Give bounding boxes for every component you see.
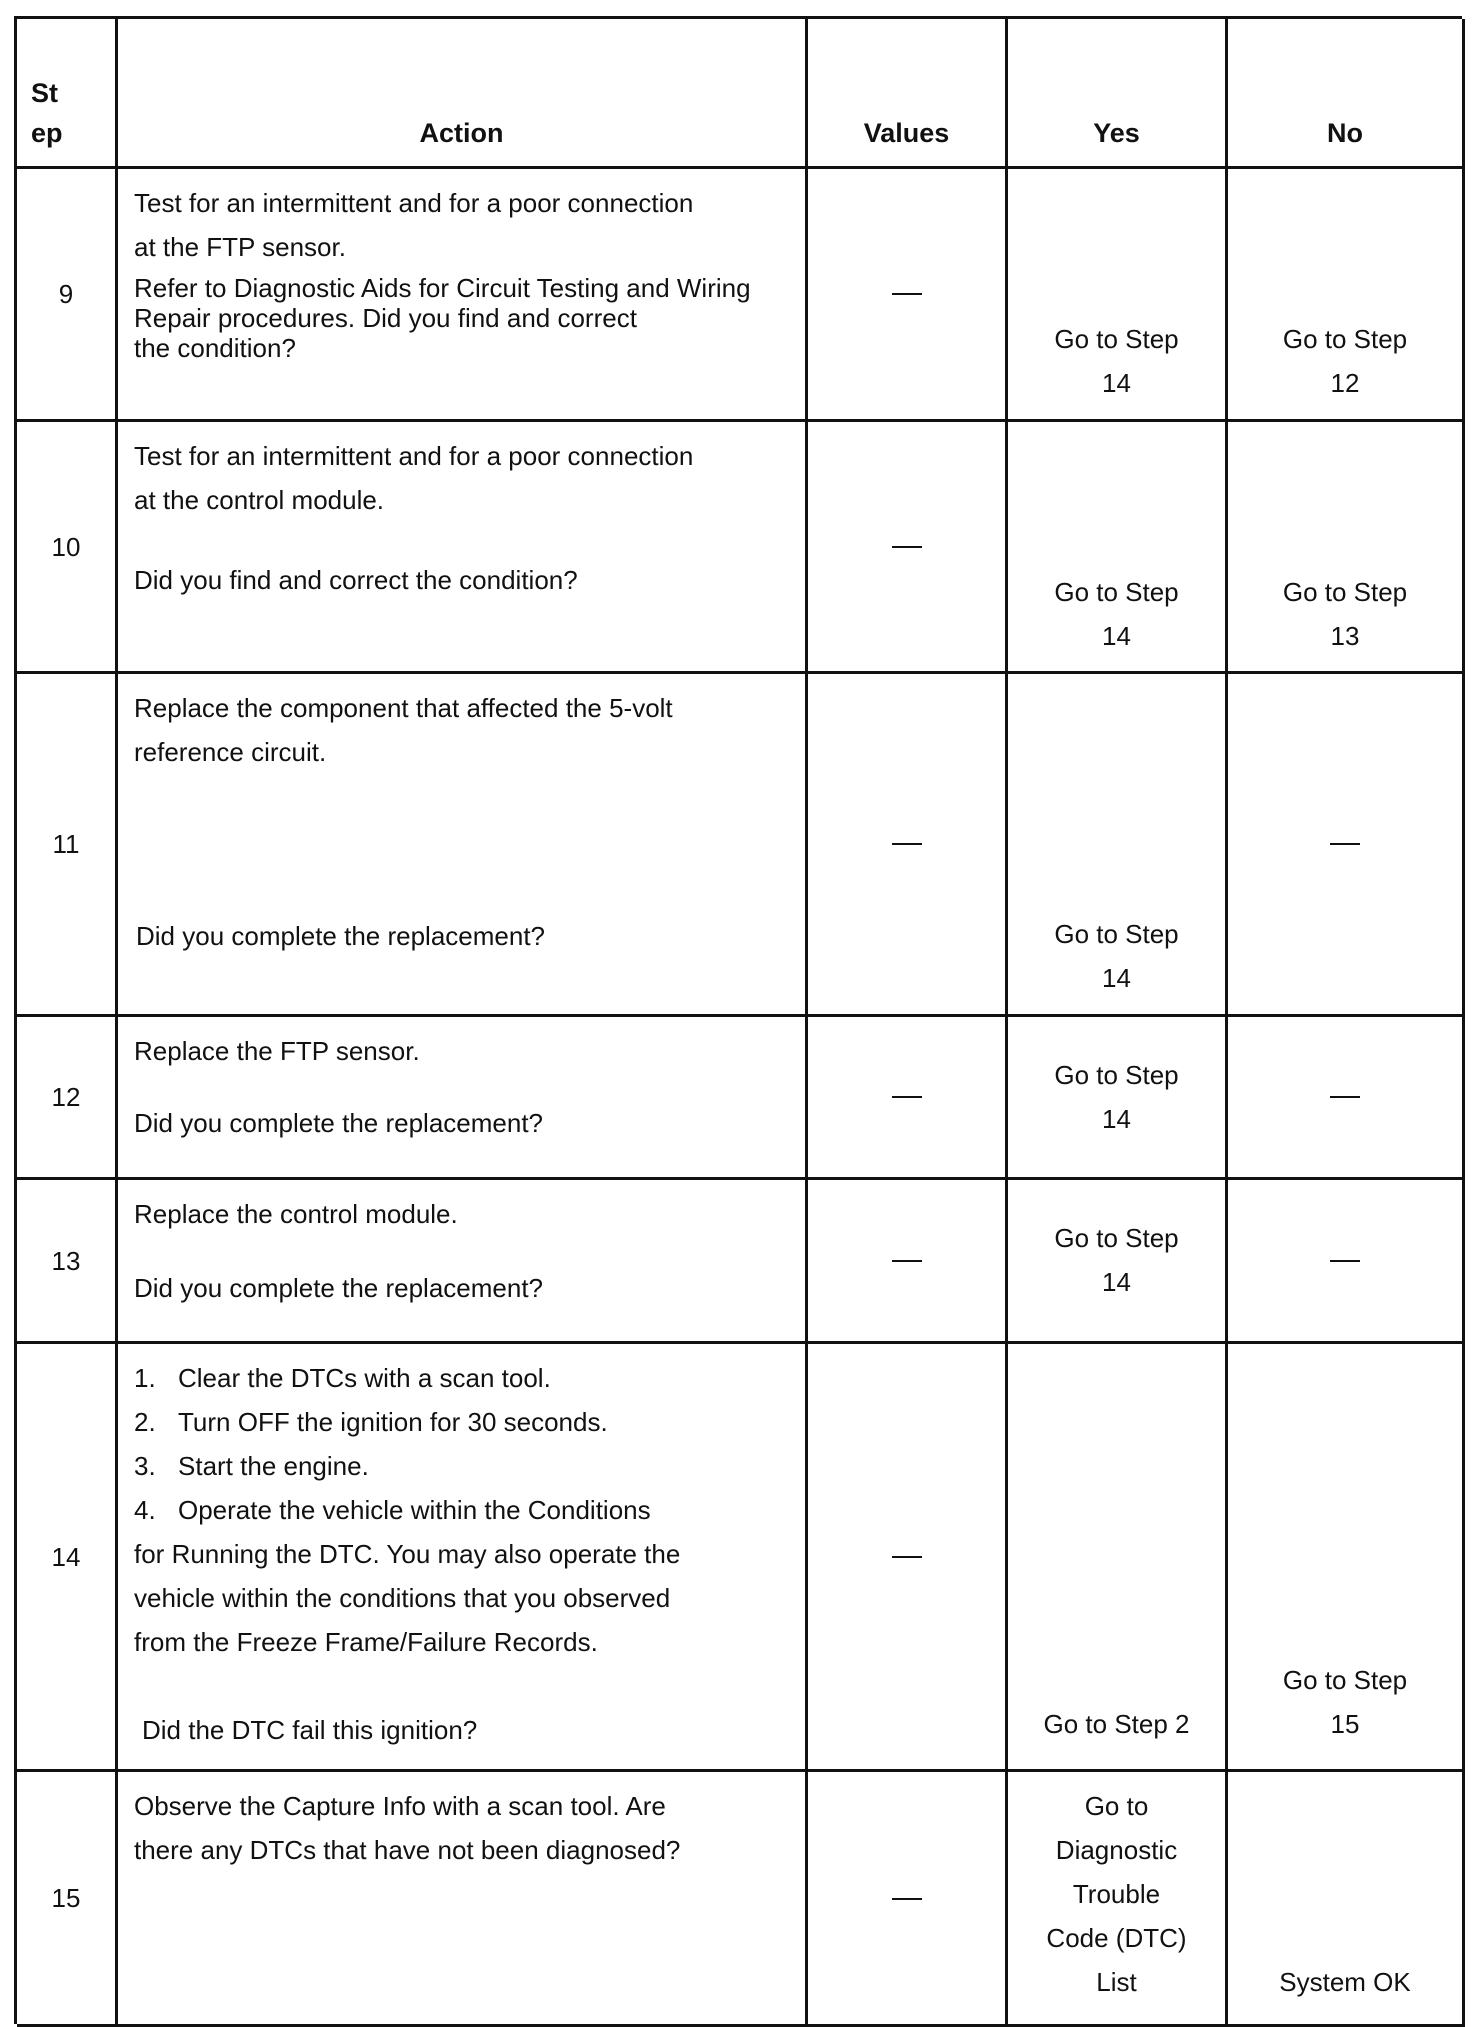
- values-cell: [808, 1772, 1008, 2027]
- action-line: for Running the DTC. You may also operate the: [134, 1539, 681, 1569]
- values-cell: [808, 1344, 1008, 1772]
- no-line: 15: [1330, 1709, 1360, 1739]
- list-text: Start the engine.: [178, 1451, 369, 1481]
- list-item: [134, 1400, 791, 1444]
- header-action: Action: [118, 19, 808, 169]
- yes-cell: [1008, 1180, 1228, 1344]
- list-text: Turn OFF the ignition for 30 seconds.: [178, 1407, 608, 1437]
- no-answer[interactable]: System OK: [1279, 1967, 1411, 1997]
- yes-answer[interactable]: [1008, 1053, 1225, 1141]
- table-grid: [14, 16, 1462, 2024]
- yes-cell: [1008, 1017, 1228, 1180]
- no-line: Go to Step: [1282, 577, 1408, 607]
- no-cell: [1228, 1772, 1465, 2027]
- action-cell: [118, 674, 808, 1017]
- dash-mark: [892, 293, 922, 295]
- header-values: Values: [808, 19, 1008, 169]
- action-line: at the FTP sensor.: [134, 232, 346, 262]
- yes-line: Diagnostic: [1055, 1835, 1178, 1865]
- dash-mark: [892, 546, 922, 548]
- dash-mark: [892, 1260, 922, 1262]
- header-step-line2: ep: [31, 118, 63, 148]
- yes-line: Go to: [1084, 1791, 1149, 1821]
- step-number: 13: [17, 1180, 118, 1344]
- yes-cell: [1008, 169, 1228, 422]
- step-number: 10: [17, 422, 118, 674]
- no-cell: [1228, 422, 1465, 674]
- action-line: Did the DTC fail this ignition?: [142, 1715, 478, 1745]
- action-cell: [118, 1180, 808, 1344]
- list-item: [134, 1444, 791, 1488]
- action-line: reference circuit.: [134, 737, 327, 767]
- list-item: [134, 1488, 791, 1532]
- list-number: 4.: [134, 1495, 156, 1525]
- yes-cell: [1008, 1772, 1228, 2027]
- action-line: Replace the component that affected the 5-volt: [134, 693, 673, 723]
- no-line: 12: [1330, 368, 1360, 398]
- header-step-line1: St: [31, 78, 58, 108]
- list-item: [134, 1356, 791, 1400]
- no-cell: [1228, 1344, 1465, 1772]
- no-answer[interactable]: [1228, 570, 1462, 658]
- action-line: Replace the FTP sensor.: [134, 1036, 420, 1066]
- yes-line: Go to Step: [1054, 577, 1179, 607]
- yes-line: Trouble: [1072, 1879, 1161, 1909]
- yes-answer[interactable]: [1008, 570, 1225, 658]
- dash-mark: [1330, 843, 1360, 845]
- action-line: the condition?: [134, 333, 296, 363]
- values-cell: [808, 422, 1008, 674]
- yes-answer[interactable]: [1008, 912, 1225, 1000]
- header-yes: Yes: [1008, 19, 1228, 169]
- action-line: Test for an intermittent and for a poor connection: [134, 441, 694, 471]
- no-answer[interactable]: [1228, 317, 1462, 405]
- action-cell: [118, 1017, 808, 1180]
- yes-answer[interactable]: Go to Step 2: [1043, 1709, 1190, 1739]
- yes-line: Go to Step: [1054, 919, 1179, 949]
- dash-mark: [1330, 1260, 1360, 1262]
- list-number: 2.: [134, 1407, 156, 1437]
- step-number: 14: [17, 1344, 118, 1772]
- yes-line: 14: [1102, 368, 1131, 398]
- no-cell: [1228, 169, 1465, 422]
- diagnostic-table: [14, 16, 1462, 2024]
- action-cell: [118, 422, 808, 674]
- step-number: 9: [17, 169, 118, 422]
- yes-answer[interactable]: [1008, 1784, 1225, 2004]
- dash-mark: [1330, 1096, 1360, 1098]
- dash-mark: [892, 1556, 922, 1558]
- action-line: vehicle within the conditions that you observed: [134, 1583, 671, 1613]
- yes-cell: [1008, 674, 1228, 1017]
- no-line: Go to Step: [1282, 1665, 1408, 1695]
- values-cell: [808, 1017, 1008, 1180]
- step-number: 11: [17, 674, 118, 1017]
- values-cell: [808, 1180, 1008, 1344]
- no-line: Go to Step: [1282, 324, 1408, 354]
- no-cell: [1228, 1180, 1465, 1344]
- action-line: Observe the Capture Info with a scan tool. Are: [134, 1791, 666, 1821]
- action-line: Replace the control module.: [134, 1199, 458, 1229]
- yes-line: 14: [1102, 621, 1131, 651]
- yes-line: 14: [1102, 1267, 1131, 1297]
- action-line: from the Freeze Frame/Failure Records.: [134, 1627, 598, 1657]
- action-cell: [118, 1772, 808, 2027]
- action-line: Did you complete the replacement?: [136, 921, 546, 951]
- values-cell: [808, 674, 1008, 1017]
- step-number: 12: [17, 1017, 118, 1180]
- values-cell: [808, 169, 1008, 422]
- action-line: Did you complete the replacement?: [134, 1108, 544, 1138]
- yes-cell: [1008, 1344, 1228, 1772]
- dash-mark: [892, 1898, 922, 1900]
- action-line: Repair procedures. Did you find and correct: [134, 303, 637, 333]
- dash-mark: [892, 843, 922, 845]
- action-line: there any DTCs that have not been diagnosed?: [134, 1835, 681, 1865]
- yes-line: Go to Step: [1054, 1060, 1179, 1090]
- no-line: 13: [1330, 621, 1360, 651]
- action-line: Test for an intermittent and for a poor connection: [134, 188, 694, 218]
- yes-cell: [1008, 422, 1228, 674]
- yes-line: 14: [1102, 1104, 1131, 1134]
- yes-line: Go to Step: [1054, 1223, 1179, 1253]
- no-cell: [1228, 1017, 1465, 1180]
- list-text: Operate the vehicle within the Conditions: [178, 1495, 651, 1525]
- action-cell: [118, 169, 808, 422]
- yes-line: List: [1096, 1967, 1137, 1997]
- list-number: 1.: [134, 1363, 156, 1393]
- action-line: Did you find and correct the condition?: [134, 565, 578, 595]
- header-no: No: [1228, 19, 1465, 169]
- list-number: 3.: [134, 1451, 156, 1481]
- yes-answer[interactable]: [1008, 1216, 1225, 1304]
- action-line: Did you complete the replacement?: [134, 1273, 544, 1303]
- yes-answer[interactable]: [1008, 317, 1225, 405]
- step-number: 15: [17, 1772, 118, 2027]
- yes-line: Go to Step: [1054, 324, 1179, 354]
- list-text: Clear the DTCs with a scan tool.: [178, 1363, 551, 1393]
- action-line: Refer to Diagnostic Aids for Circuit Testing and Wiring: [134, 273, 751, 303]
- header-step: [17, 19, 118, 169]
- no-answer[interactable]: [1228, 1658, 1462, 1746]
- action-cell: [118, 1344, 808, 1772]
- yes-line: Code (DTC): [1046, 1923, 1187, 1953]
- dash-mark: [892, 1096, 922, 1098]
- no-cell: [1228, 674, 1465, 1017]
- yes-line: 14: [1102, 963, 1131, 993]
- action-line: at the control module.: [134, 485, 385, 515]
